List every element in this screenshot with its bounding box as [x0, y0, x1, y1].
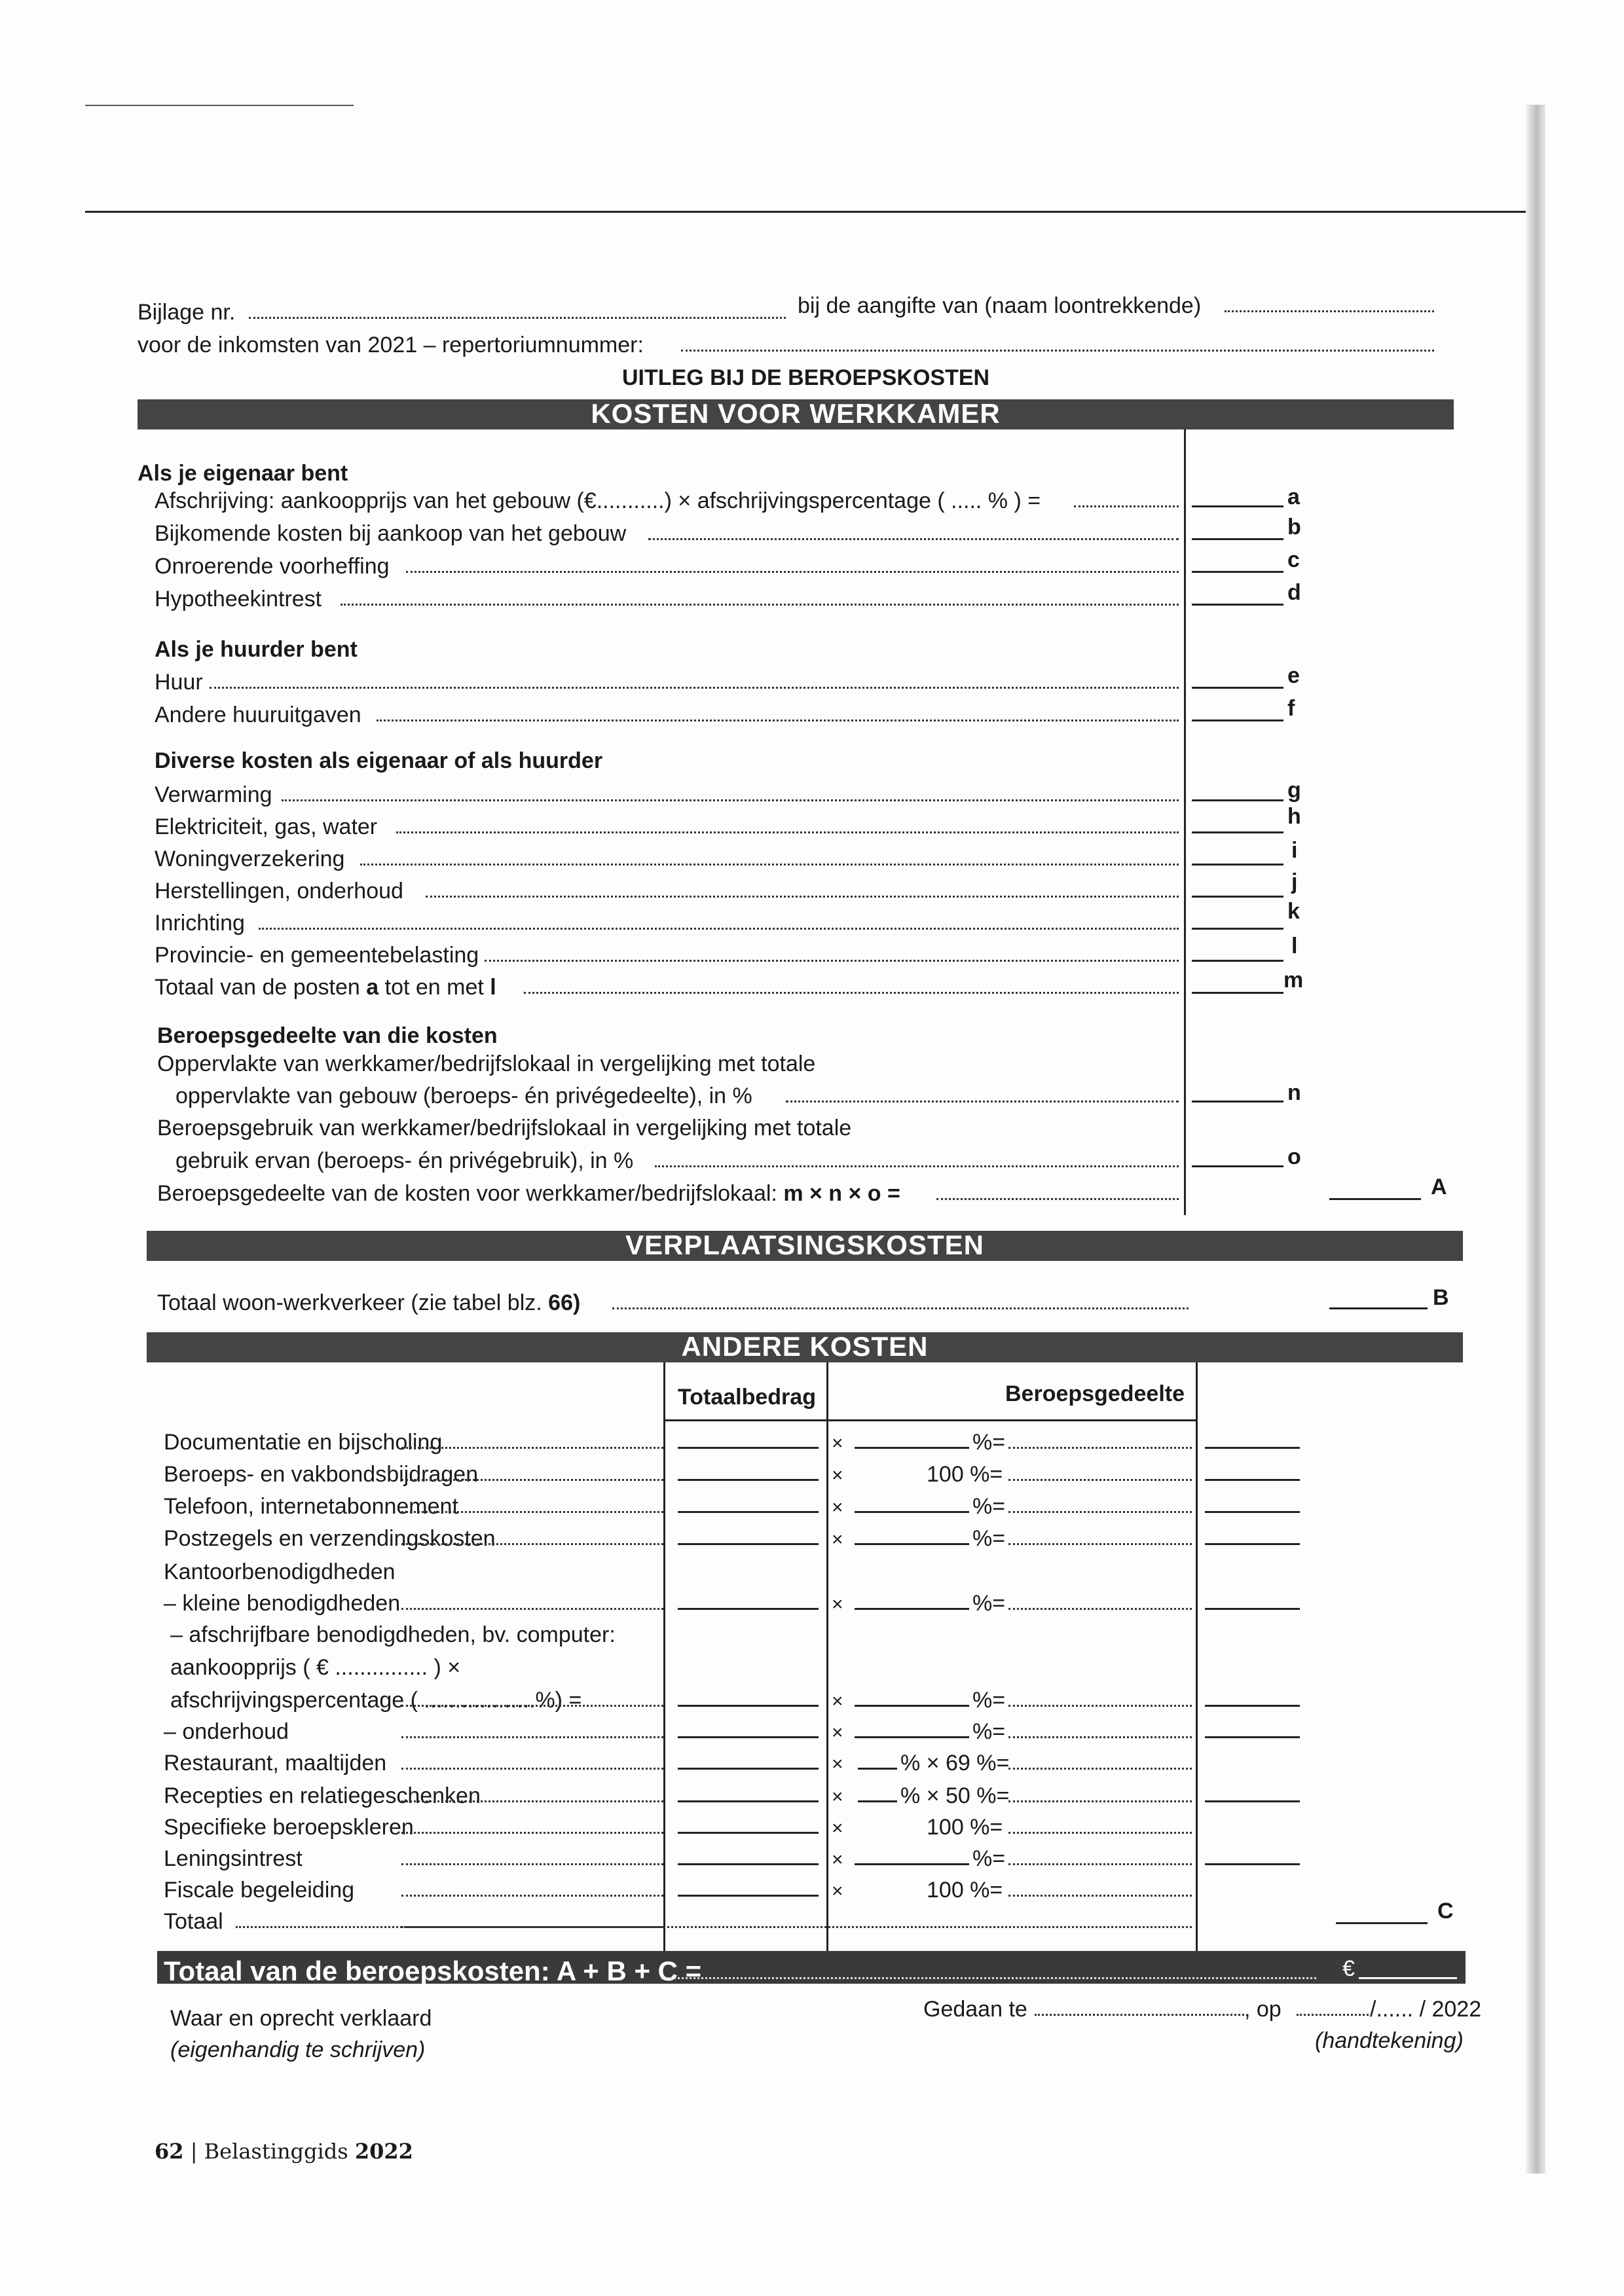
andere-row-pct-dots — [1008, 1479, 1192, 1481]
totaal-bar-dots — [661, 1977, 1316, 1979]
bijkomende-label: Bijkomende kosten bij aankoop van het gebouw — [155, 521, 627, 546]
field-e[interactable] — [1192, 687, 1283, 689]
gids-name: Belastinggids — [204, 2139, 348, 2164]
verwarming-label: Verwarming — [155, 782, 272, 807]
field-A[interactable] — [1329, 1198, 1421, 1200]
andere-row-totaal-field[interactable] — [678, 1863, 819, 1865]
inrichting-dots — [259, 928, 1179, 930]
gedaan-field[interactable] — [1035, 2014, 1244, 2016]
letter-j: j — [1291, 869, 1298, 894]
woon-werk-label — [157, 1292, 580, 1314]
andere-row-pct: 100 %= — [927, 1462, 1003, 1487]
andere-row-dots — [401, 1511, 663, 1513]
andere-row-dots — [401, 1895, 663, 1897]
letter-i: i — [1291, 838, 1298, 863]
andere-row-pct-field[interactable] — [855, 1543, 969, 1545]
totaal-field[interactable] — [1359, 1977, 1457, 1979]
andere-row-dots — [401, 1479, 663, 1481]
provincie-dots — [485, 960, 1179, 962]
field-l[interactable] — [1192, 960, 1283, 962]
andere-divider-1 — [663, 1362, 665, 1952]
andere-row-label: Leningsintrest — [164, 1846, 303, 1871]
page-title: UITLEG BIJ DE BEROEPSKOSTEN — [622, 365, 990, 390]
oppervlakte-dots — [786, 1101, 1179, 1102]
andere-row-pct: % × 69 %= — [900, 1751, 1010, 1776]
deel-formula: m × n × o = — [783, 1181, 900, 1206]
repertorium-field[interactable] — [681, 350, 1434, 352]
andere-divider-3 — [1196, 1362, 1198, 1952]
woon-werk-page: 66) — [548, 1290, 581, 1315]
andere-row-label: Documentatie en bijscholing — [164, 1430, 443, 1455]
andere-row-pct: %= — [972, 1494, 1006, 1519]
huurder-title: Als je huurder bent — [155, 637, 358, 662]
andere-row-totaal-field[interactable] — [678, 1511, 819, 1513]
andere-row-totaal-field[interactable] — [678, 1895, 819, 1897]
andere-row-totaal-field[interactable] — [678, 1800, 819, 1802]
col-totaalbedrag: Totaalbedrag — [678, 1385, 816, 1410]
field-k[interactable] — [1192, 928, 1283, 930]
section-bar-werkkamer: KOSTEN VOOR WERKKAMER — [138, 399, 1454, 429]
andere-row-dots — [401, 1863, 663, 1865]
gebruik-line1: Beroepsgebruik van werkkamer/bedrijfslokaal in vergelijking met totale — [157, 1116, 852, 1140]
aangifte-label: bij de aangifte van (naam loontrekkende) — [798, 293, 1202, 318]
andere-row-pct: %= — [972, 1591, 1006, 1616]
page-number: 62 — [155, 2139, 184, 2164]
andere-row-pct: %= — [972, 1846, 1006, 1871]
elektriciteit-dots — [396, 831, 1179, 833]
times-sign: × — [832, 1786, 843, 1808]
herstellingen-dots — [426, 896, 1179, 898]
afschrijving-dots — [1074, 505, 1179, 507]
andere-row-pct-dots — [1008, 1511, 1192, 1513]
times-sign: × — [832, 1849, 843, 1870]
woning-label: Woningverzekering — [155, 847, 345, 871]
totaal-dots — [236, 1926, 1192, 1928]
field-g[interactable] — [1192, 799, 1283, 801]
letter-m: m — [1283, 968, 1304, 993]
bijlage-label: Bijlage nr. — [138, 300, 236, 325]
andere-row-beroep-field[interactable] — [1205, 1511, 1300, 1513]
andere-row-label: afschrijvingspercentage ( ..................%) = — [170, 1688, 582, 1713]
letter-b: b — [1287, 515, 1301, 539]
andere-row-label: Kantoorbenodigdheden — [164, 1559, 396, 1584]
andere-row-label: Telefoon, internetabonnement — [164, 1494, 458, 1519]
times-sign: × — [832, 1753, 843, 1775]
letter-f: f — [1287, 696, 1295, 721]
andere-row-label: – onderhoud — [164, 1719, 289, 1744]
totaal-a-l-text: Totaal van de posten — [155, 975, 360, 1000]
beroepsgedeelte-title: Beroepsgedeelte van die kosten — [157, 1023, 498, 1048]
bijkomende-dots — [648, 538, 1179, 540]
letter-o: o — [1287, 1144, 1301, 1169]
inkomsten-label: voor de inkomsten van 2021 – repertoriumnummer: — [138, 333, 644, 357]
letter-k: k — [1287, 899, 1300, 924]
times-sign: × — [832, 1817, 843, 1839]
andere-row-pct-field[interactable] — [855, 1447, 969, 1449]
andere-row-label: Recepties en relatiegeschenken — [164, 1783, 481, 1808]
handtekening-label: (handtekening) — [1315, 2028, 1464, 2053]
andere-row-beroep-field[interactable] — [1205, 1447, 1300, 1449]
field-h[interactable] — [1192, 831, 1283, 833]
op-label: , op — [1244, 1997, 1282, 2022]
letter-n: n — [1287, 1080, 1301, 1105]
andere-row-pct-dots — [1008, 1736, 1192, 1738]
andere-row-pct-dots — [1008, 1863, 1192, 1865]
andere-row-dots — [401, 1705, 663, 1707]
onroerende-dots — [406, 571, 1179, 573]
times-sign: × — [832, 1432, 843, 1454]
col-beroepsgedeelte: Beroepsgedeelte — [1005, 1381, 1185, 1406]
gebruik-line2: gebruik ervan (beroeps- én privégebruik), in % — [175, 1148, 634, 1173]
verwarming-dots — [282, 799, 1179, 801]
andere-row-beroep-field[interactable] — [1205, 1736, 1300, 1738]
woon-werk-text: Totaal woon-werkverkeer (zie tabel blz. — [157, 1290, 542, 1315]
andere-row-pct-dots — [1008, 1543, 1192, 1545]
waar-label: Waar en oprecht verklaard — [170, 2006, 432, 2031]
andere-row-pct-dots — [1008, 1832, 1192, 1834]
top-rule-short — [85, 105, 354, 106]
andere-row-beroep-field[interactable] — [1205, 1543, 1300, 1545]
andere-row-beroep-field[interactable] — [1205, 1863, 1300, 1865]
andere-row-dots — [401, 1608, 663, 1610]
totaal-bar-label: Totaal van de beroepskosten: A + B + C = — [164, 1956, 702, 1986]
totaal-a-letter: a — [366, 975, 379, 1000]
totaal-l-letter: l — [490, 975, 496, 1000]
andere-row-dots — [401, 1447, 663, 1449]
andere-row-beroep-field[interactable] — [1205, 1479, 1300, 1481]
andere-row-pct-dots — [1008, 1768, 1192, 1770]
provincie-label: Provincie- en gemeentebelasting — [155, 943, 479, 968]
letter-B: B — [1433, 1285, 1449, 1310]
andere-row-pct-field[interactable] — [855, 1705, 969, 1707]
letter-c: c — [1287, 547, 1300, 572]
field-B[interactable] — [1329, 1307, 1428, 1309]
andere-huur-label: Andere huuruitgaven — [155, 702, 361, 727]
elektriciteit-label: Elektriciteit, gas, water — [155, 814, 378, 839]
times-sign: × — [832, 1465, 843, 1486]
totaal-euro: € — [1342, 1956, 1355, 1981]
hypotheek-label: Hypotheekintrest — [155, 587, 322, 611]
andere-row-pct: %= — [972, 1719, 1006, 1744]
times-sign: × — [832, 1497, 843, 1518]
andere-row-totaal-field[interactable] — [678, 1543, 819, 1545]
letter-C: C — [1437, 1899, 1454, 1923]
andere-row-label: Specifieke beroepskleren — [164, 1815, 414, 1840]
datum-label: /...... / 2022 — [1370, 1997, 1482, 2022]
andere-row-totaal-field[interactable] — [678, 1736, 819, 1738]
andere-row-pct-field[interactable] — [855, 1608, 969, 1610]
onroerende-label: Onroerende voorheffing — [155, 554, 390, 579]
section-bar-verplaatsing: VERPLAATSINGSKOSTEN — [147, 1231, 1463, 1261]
andere-row-label: aankoopprijs ( € ............... ) × — [170, 1655, 461, 1680]
naam-field[interactable] — [1225, 310, 1434, 312]
field-d[interactable] — [1192, 604, 1283, 606]
field-a[interactable] — [1192, 505, 1283, 507]
andere-row-pct-dots — [1008, 1800, 1192, 1802]
andere-row-totaal-field[interactable] — [678, 1608, 819, 1610]
field-n[interactable] — [1192, 1101, 1283, 1102]
eigenaar-title: Als je eigenaar bent — [138, 461, 348, 486]
totaal-mid-text: tot en met — [384, 975, 484, 1000]
top-rule-long — [85, 211, 1545, 213]
eigenhandig-label: (eigenhandig te schrijven) — [170, 2037, 426, 2062]
field-f[interactable] — [1192, 720, 1283, 721]
andere-row-totaal-field[interactable] — [678, 1447, 819, 1449]
andere-row-pct: %= — [972, 1688, 1006, 1713]
andere-row-label: – afschrijfbare benodigdheden, bv. computer: — [170, 1622, 616, 1647]
dag-field[interactable] — [1297, 2014, 1369, 2016]
totaal-a-l-dots — [524, 992, 1179, 994]
andere-row-pct-field[interactable] — [855, 1736, 969, 1738]
times-sign: × — [832, 1690, 843, 1712]
andere-row-dots — [401, 1543, 663, 1545]
andere-row-label: Restaurant, maaltijden — [164, 1751, 387, 1776]
letter-a: a — [1287, 484, 1300, 509]
andere-row-dots — [401, 1736, 663, 1738]
andere-row-pct-field[interactable] — [855, 1863, 969, 1865]
andere-row-beroep-field[interactable] — [1205, 1800, 1300, 1802]
andere-row-dots — [401, 1800, 663, 1802]
letter-h: h — [1287, 804, 1301, 829]
letter-d: d — [1287, 580, 1301, 605]
woon-werk-dots — [612, 1307, 1189, 1309]
gebruik-dots — [655, 1165, 1179, 1167]
andere-row-label: – kleine benodigdheden — [164, 1591, 401, 1616]
andere-row-beroep-field[interactable] — [1205, 1608, 1300, 1610]
bijlage-field[interactable] — [249, 317, 786, 319]
gids-year: 2022 — [354, 2139, 413, 2164]
inrichting-label: Inrichting — [155, 911, 245, 936]
oppervlakte-line1: Oppervlakte van werkkamer/bedrijfslokaal in vergelijking met totale — [157, 1051, 816, 1076]
huur-label: Huur — [155, 670, 203, 695]
letter-e: e — [1287, 663, 1300, 688]
page-edge-shadow — [1526, 105, 1545, 2174]
andere-row-pct-dots — [1008, 1705, 1192, 1707]
andere-row-pct-dots — [1008, 1895, 1192, 1897]
andere-row-pct: %= — [972, 1526, 1006, 1551]
page-footer: 62 | Belastinggids 2022 — [155, 2139, 413, 2164]
field-c[interactable] — [1192, 571, 1283, 573]
field-i[interactable] — [1192, 864, 1283, 866]
andere-row-pct-dots — [1008, 1608, 1192, 1610]
andere-row-totaal-field[interactable] — [678, 1479, 819, 1481]
diverse-title: Diverse kosten als eigenaar of als huurder — [155, 748, 603, 773]
field-b[interactable] — [1192, 538, 1283, 540]
andere-row-dots — [401, 1768, 663, 1770]
gedaan-label: Gedaan te — [923, 1997, 1027, 2022]
andere-row-pct: 100 %= — [927, 1815, 1003, 1840]
deel-dots — [936, 1198, 1179, 1200]
werkkamer-divider — [1184, 429, 1186, 1215]
field-C[interactable] — [1336, 1922, 1428, 1924]
letter-g: g — [1287, 778, 1301, 803]
field-j[interactable] — [1192, 896, 1283, 898]
andere-row-dots — [401, 1832, 663, 1834]
times-sign: × — [832, 1722, 843, 1743]
field-o[interactable] — [1192, 1165, 1283, 1167]
times-sign: × — [832, 1594, 843, 1615]
letter-l: l — [1291, 934, 1298, 958]
herstellingen-label: Herstellingen, onderhoud — [155, 879, 403, 903]
andere-row-pct: %= — [972, 1430, 1006, 1455]
andere-row-beroep-field[interactable] — [1205, 1705, 1300, 1707]
huur-dots — [210, 687, 1179, 689]
andere-divider-2 — [826, 1362, 828, 1952]
times-sign: × — [832, 1880, 843, 1902]
andere-row-label: Totaal — [164, 1909, 223, 1934]
andere-row-pct: 100 %= — [927, 1878, 1003, 1903]
andere-row-totaal-field[interactable] — [678, 1768, 819, 1770]
woning-dots — [360, 864, 1179, 866]
andere-header-rule — [663, 1419, 1196, 1421]
andere-row-pct-field[interactable] — [858, 1800, 897, 1802]
andere-row-label: Fiscale begeleiding — [164, 1878, 355, 1903]
totaal-a-l-label — [155, 976, 496, 998]
deel-label — [157, 1182, 900, 1205]
andere-row-pct-field[interactable] — [858, 1768, 897, 1770]
field-m[interactable] — [1192, 992, 1283, 994]
deel-label-text: Beroepsgedeelte van de kosten voor werkkamer/bedrijfslokaal: — [157, 1181, 777, 1206]
times-sign: × — [832, 1529, 843, 1550]
letter-A: A — [1431, 1175, 1447, 1199]
section-bar-andere: ANDERE KOSTEN — [147, 1332, 1463, 1362]
hypotheek-dots — [341, 604, 1179, 606]
afschrijving-label: Afschrijving: aankoopprijs van het gebouw (€...........) × afschrijvingspercentage ( ..... % ) = — [155, 488, 1041, 513]
andere-row-pct-field[interactable] — [855, 1511, 969, 1513]
andere-huur-dots — [377, 720, 1179, 721]
andere-row-totaal-field[interactable] — [678, 1705, 819, 1707]
andere-row-pct: % × 50 %= — [900, 1783, 1010, 1808]
andere-row-label: Beroeps- en vakbondsbijdragen — [164, 1462, 479, 1487]
andere-row-pct-dots — [1008, 1447, 1192, 1449]
andere-row-totaal-field[interactable] — [678, 1832, 819, 1834]
oppervlakte-line2: oppervlakte van gebouw (beroeps- én privégedeelte), in % — [175, 1084, 752, 1108]
andere-row-label: Postzegels en verzendingskosten — [164, 1526, 496, 1551]
